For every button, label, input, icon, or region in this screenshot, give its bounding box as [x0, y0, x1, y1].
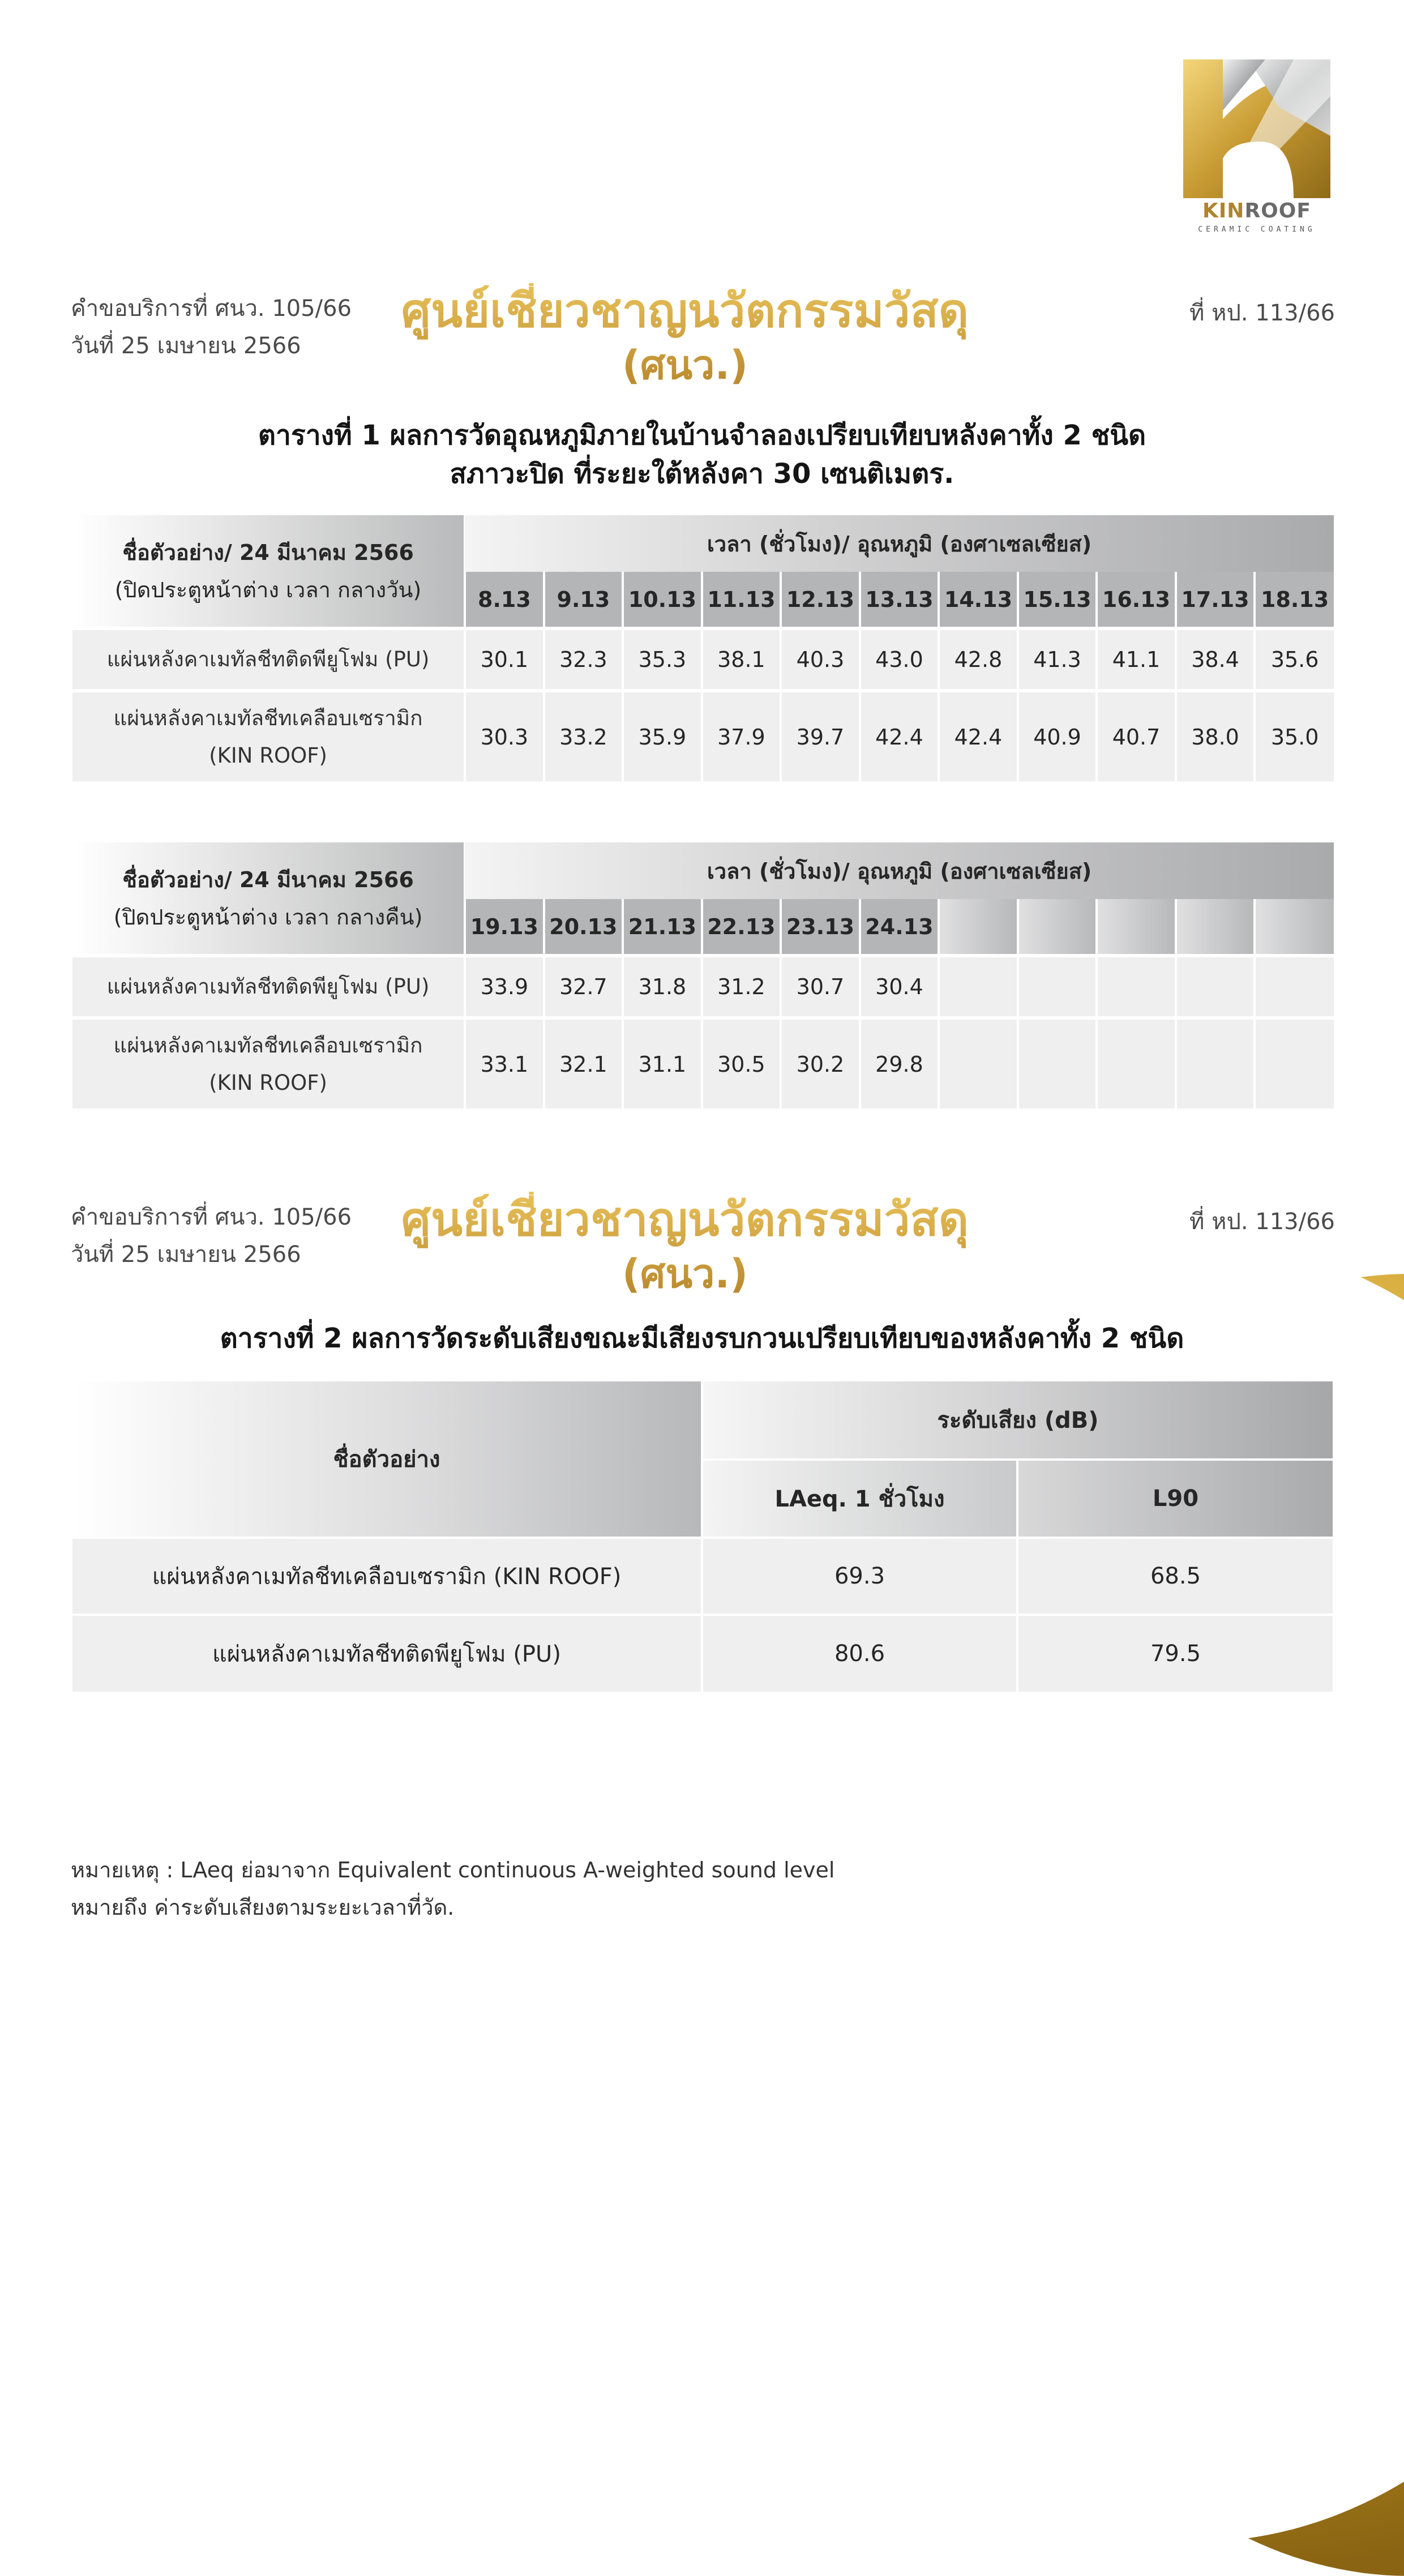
- temperature-value: 38.0: [1176, 691, 1255, 781]
- time-column-header: 19.13: [465, 899, 544, 956]
- temperature-value: 41.1: [1097, 628, 1176, 691]
- table2-caption: ตารางที่ 2 ผลการวัดระดับเสียงขณะมีเสียงรบกวนเปรียบเทียบของหลังคาทั้ง 2 ชนิด: [220, 1323, 1184, 1354]
- empty-header-cell: [1176, 899, 1255, 956]
- temperature-value: 42.4: [860, 691, 939, 781]
- sample-name: [72, 956, 465, 1018]
- sample-name-line1: แผ่นหลังคาเมทัลชีทเคลือบเซรามิก: [113, 1033, 423, 1058]
- noise-level-table: [72, 1381, 1333, 1692]
- sample-name: แผ่นหลังคาเมทัลชีทเคลือบเซรามิก (KIN ROOF): [72, 1538, 702, 1615]
- request-number: คำขอบริการที่ ศนว. 105/66: [71, 1204, 352, 1230]
- temperature-value: 39.7: [781, 691, 860, 781]
- document-number: ที่ หป. 113/66: [1189, 300, 1335, 326]
- temperature-value: 40.7: [1097, 691, 1176, 781]
- temperature-value: 35.0: [1255, 691, 1334, 781]
- empty-header-cell: [939, 899, 1018, 956]
- temperature-value: 31.2: [702, 956, 781, 1018]
- temperature-value: 31.8: [623, 956, 702, 1018]
- header-left: [71, 290, 352, 365]
- table-row: [72, 691, 1334, 781]
- table-row: [72, 1538, 1333, 1615]
- logo-wordmark: KINROOF: [1202, 199, 1311, 222]
- temperature-value: 43.0: [860, 628, 939, 691]
- temperature-value: 33.9: [465, 956, 544, 1018]
- sample-name-line1: แผ่นหลังคาเมทัลชีทเคลือบเซรามิก: [113, 705, 423, 730]
- empty-cell: [939, 956, 1018, 1018]
- laeq-value: 69.3: [702, 1538, 1017, 1615]
- issue-date: วันที่ 25 เมษายน 2566: [71, 333, 301, 359]
- empty-header-cell: [1255, 899, 1334, 956]
- time-column-header: 21.13: [623, 899, 702, 956]
- sample-name-line1: แผ่นหลังคาเมทัลชีทติดพียูโฟม (PU): [106, 647, 430, 671]
- temperature-value: 30.2: [781, 1018, 860, 1109]
- center-title-abbr: (ศนว.): [622, 342, 748, 388]
- header-left: [71, 1199, 352, 1273]
- center-title: [385, 1192, 985, 1299]
- empty-cell: [1018, 956, 1097, 1018]
- time-column-header: 18.13: [1255, 572, 1334, 628]
- empty-header-cell: [1018, 899, 1097, 956]
- sample-name: แผ่นหลังคาเมทัลชีทติดพียูโฟม (PU): [72, 1615, 702, 1692]
- time-temp-group-header: เวลา (ชั่วโมง)/ อุณหภูมิ (องศาเซลเซียส): [465, 842, 1334, 899]
- temperature-value: 30.4: [860, 956, 939, 1018]
- temperature-value: 32.1: [544, 1018, 623, 1109]
- footnote: [71, 1851, 834, 1926]
- temperature-value: 30.3: [465, 691, 544, 781]
- table1-caption: [0, 416, 1404, 493]
- table1-caption-line1: ตารางที่ 1 ผลการวัดอุณหภูมิภายในบ้านจำลองเปรียบเทียบหลังคาทั้ง 2 ชนิด: [258, 420, 1146, 451]
- temperature-value: 38.1: [702, 628, 781, 691]
- time-column-header: 22.13: [702, 899, 781, 956]
- l90-value: 68.5: [1017, 1538, 1333, 1615]
- empty-cell: [1018, 1018, 1097, 1109]
- time-column-header: 15.13: [1018, 572, 1097, 628]
- table-row: [72, 956, 1334, 1018]
- temperature-value: 30.7: [781, 956, 860, 1018]
- empty-cell: [1097, 956, 1176, 1018]
- k-monogram-icon: [1180, 57, 1333, 198]
- temperature-value: 37.9: [702, 691, 781, 781]
- time-column-header: 13.13: [860, 572, 939, 628]
- sample-name-header: ชื่อตัวอย่าง/ 24 มีนาคม 2566 (ปิดประตูหน้าต่าง เวลา กลางคืน): [72, 842, 465, 956]
- l90-value: 79.5: [1017, 1615, 1333, 1692]
- sample-name-line1: แผ่นหลังคาเมทัลชีทติดพียูโฟม (PU): [106, 974, 430, 999]
- sample-name: [72, 1018, 465, 1109]
- temperature-value: 33.2: [544, 691, 623, 781]
- time-column-header: 12.13: [781, 572, 860, 628]
- temperature-value: 32.3: [544, 628, 623, 691]
- time-temp-group-header: เวลา (ชั่วโมง)/ อุณหภูมิ (องศาเซลเซียส): [465, 515, 1334, 572]
- request-number: คำขอบริการที่ ศนว. 105/66: [71, 296, 352, 322]
- sample-name: [72, 628, 465, 691]
- table-row: [72, 1018, 1334, 1109]
- temperature-value: 38.4: [1176, 628, 1255, 691]
- sample-name-line2: (KIN ROOF): [209, 1070, 327, 1095]
- document-number: ที่ หป. 113/66: [1189, 1209, 1335, 1235]
- temperature-value: 33.1: [465, 1018, 544, 1109]
- table1-caption-line2: สภาวะปิด ที่ระยะใต้หลังคา 30 เซนติเมตร.: [450, 458, 954, 490]
- empty-cell: [1176, 1018, 1255, 1109]
- footnote-line1: หมายเหตุ : LAeq ย่อมาจาก Equivalent continuous A-weighted sound level: [71, 1858, 835, 1882]
- center-title-abbr: (ศนว.): [622, 1251, 748, 1297]
- temperature-value: 31.1: [623, 1018, 702, 1109]
- temperature-value: 32.7: [544, 956, 623, 1018]
- laeq-column-header: LAeq. 1 ชั่วโมง: [702, 1460, 1017, 1538]
- temperature-value: 40.3: [781, 628, 860, 691]
- sample-name-line2: (KIN ROOF): [209, 743, 327, 768]
- logo-tagline: CERAMIC COATING: [1198, 225, 1316, 234]
- empty-cell: [939, 1018, 1018, 1109]
- temperature-value: 30.5: [702, 1018, 781, 1109]
- temperature-value: 41.3: [1018, 628, 1097, 691]
- temperature-value: 35.9: [623, 691, 702, 781]
- time-column-header: 17.13: [1176, 572, 1255, 628]
- table-row: [72, 1615, 1333, 1692]
- temperature-value: 35.6: [1255, 628, 1334, 691]
- laeq-value: 80.6: [702, 1615, 1017, 1692]
- time-column-header: 8.13: [465, 572, 544, 628]
- table-row: [72, 628, 1334, 691]
- temperature-value: 29.8: [860, 1018, 939, 1109]
- sample-name-header: ชื่อตัวอย่าง/ 24 มีนาคม 2566 (ปิดประตูหน้าต่าง เวลา กลางวัน): [72, 515, 465, 628]
- footnote-line2: หมายถึง ค่าระดับเสียงตามระยะเวลาที่วัด.: [71, 1895, 455, 1920]
- sample-name: [72, 691, 465, 781]
- temperature-value: 35.3: [623, 628, 702, 691]
- time-column-header: 11.13: [702, 572, 781, 628]
- center-title-main: ศูนย์เชี่ยวชาญนวัตกรรมวัสดุ: [401, 1193, 969, 1247]
- center-title-main: ศูนย์เชี่ยวชาญนวัตกรรมวัสดุ: [401, 284, 969, 338]
- time-column-header: 9.13: [544, 572, 623, 628]
- temperature-value: 30.1: [465, 628, 544, 691]
- time-column-header: 23.13: [781, 899, 860, 956]
- temperature-value: 42.8: [939, 628, 1018, 691]
- empty-cell: [1255, 956, 1334, 1018]
- center-title: [385, 283, 985, 391]
- issue-date: วันที่ 25 เมษายน 2566: [71, 1242, 301, 1268]
- empty-cell: [1255, 1018, 1334, 1109]
- temperature-table-day: [72, 515, 1334, 781]
- temperature-table-night: [72, 842, 1334, 1109]
- empty-cell: [1176, 956, 1255, 1018]
- empty-cell: [1097, 1018, 1176, 1109]
- time-column-header: 20.13: [544, 899, 623, 956]
- empty-header-cell: [1097, 899, 1176, 956]
- time-column-header: 14.13: [939, 572, 1018, 628]
- sample-name-header: ชื่อตัวอย่าง: [72, 1381, 702, 1538]
- time-column-header: 16.13: [1097, 572, 1176, 628]
- l90-column-header: L90: [1017, 1460, 1333, 1538]
- time-column-header: 10.13: [623, 572, 702, 628]
- noise-level-group-header: ระดับเสียง (dB): [702, 1381, 1333, 1460]
- temperature-value: 40.9: [1018, 691, 1097, 781]
- time-column-header: 24.13: [860, 899, 939, 956]
- temperature-value: 42.4: [939, 691, 1018, 781]
- kinroof-logo: [1180, 57, 1333, 238]
